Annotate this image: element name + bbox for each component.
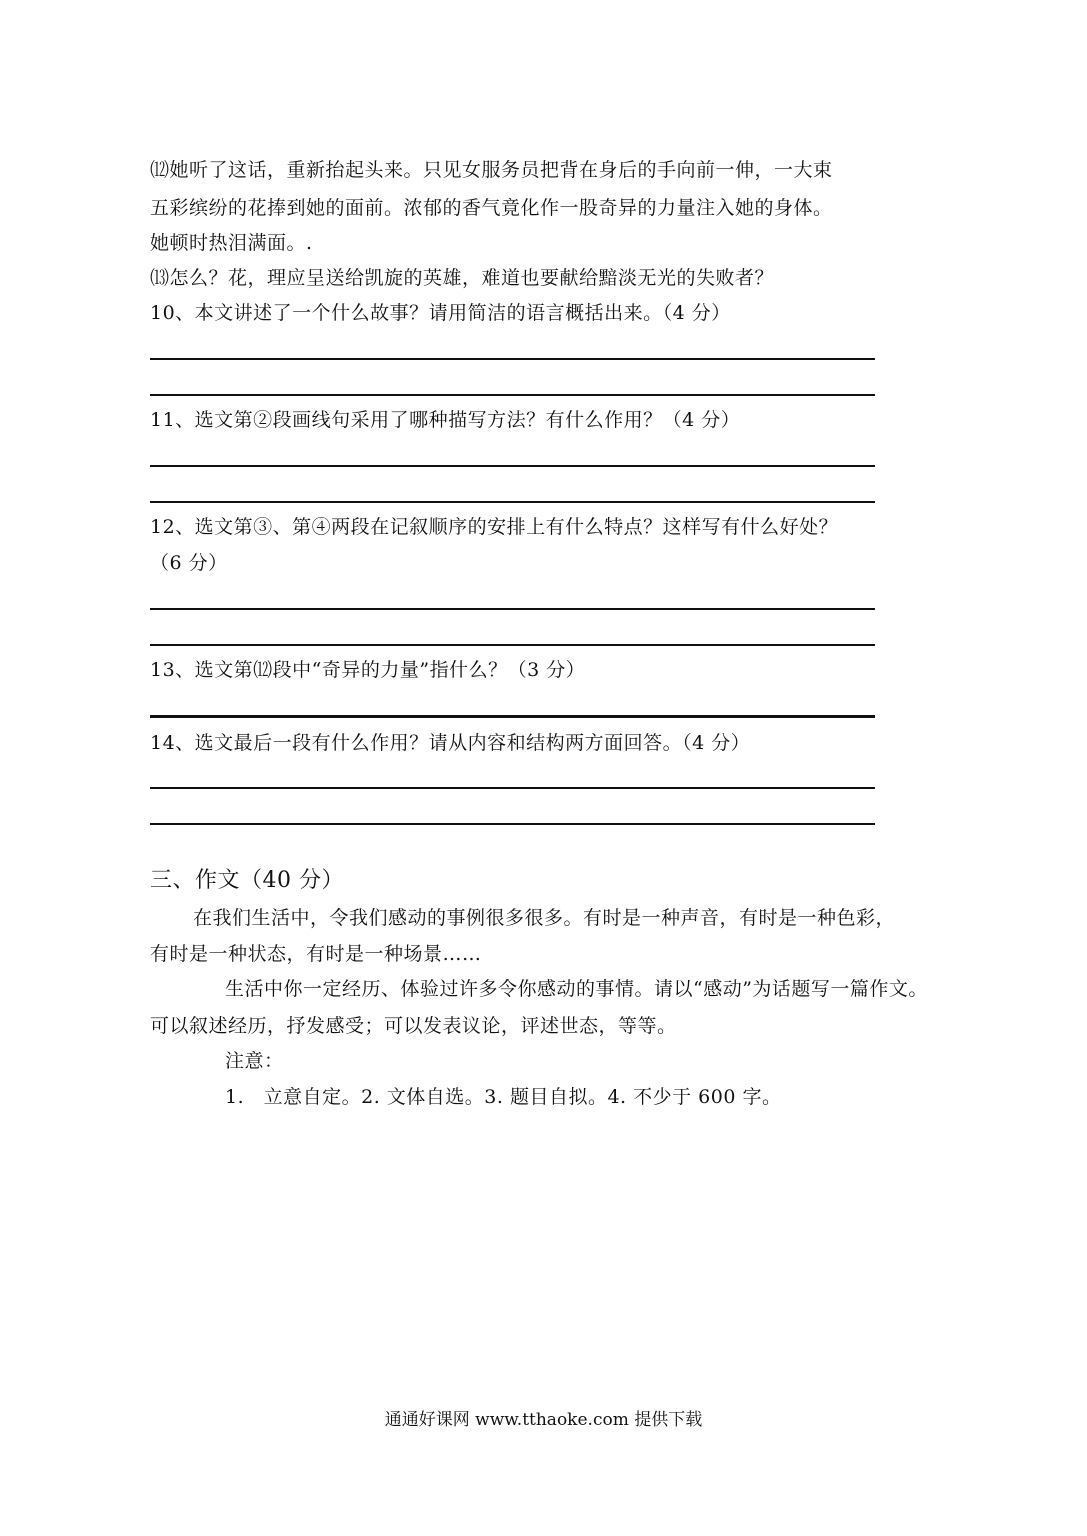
question-10: 10、本文讲述了一个什么故事？请用简洁的语言概括出来。（4 分） (150, 302, 731, 324)
answer-line (150, 644, 875, 646)
composition-heading: 三、作文（40 分） (150, 868, 344, 893)
composition-paragraph-2-line-2: 可以叙述经历，抒发感受；可以发表议论，评述世态，等等。 (150, 1015, 677, 1037)
question-12-line-2: （6 分） (150, 552, 228, 574)
passage-paragraph-12-line-2: 五彩缤纷的花捧到她的面前。浓郁的香气竟化作一股奇异的力量注入她的身体。 (150, 197, 833, 219)
question-14: 14、选文最后一段有什么作用？请从内容和结构两方面回答。（4 分） (150, 732, 751, 754)
answer-line (150, 823, 875, 825)
composition-note-label: 注意： (225, 1050, 284, 1072)
answer-line (150, 715, 875, 718)
passage-paragraph-12-line-1: ⑿她听了这话，重新抬起头来。只见女服务员把背在身后的手向前一伸，一大束 (150, 159, 833, 181)
passage-paragraph-12-line-3: 她顿时热泪满面。. (150, 232, 313, 254)
question-13: 13、选文第⑿段中“奇异的力量”指什么？（3 分） (150, 659, 586, 681)
answer-line (150, 787, 875, 789)
passage-paragraph-13: ⒀怎么？花，理应呈送给凯旋的英雄，难道也要献给黯淡无光的失败者？ (150, 267, 775, 289)
question-11: 11、选文第②段画线句采用了哪种描写方法？有什么作用？（4 分） (150, 409, 741, 431)
composition-note-items: 1. 立意自定。2. 文体自选。3. 题目自拟。4. 不少于 600 字。 (225, 1086, 782, 1108)
answer-line (150, 501, 875, 503)
page-footer: 通通好课网 www.tthaoke.com 提供下载 (384, 1410, 703, 1430)
answer-line (150, 465, 875, 467)
answer-line (150, 608, 875, 610)
question-12-line-1: 12、选文第③、第④两段在记叙顺序的安排上有什么特点？这样写有什么好处？ (150, 516, 839, 538)
answer-line (150, 358, 875, 360)
composition-paragraph-1-line-2: 有时是一种状态，有时是一种场景…… (150, 943, 482, 965)
composition-paragraph-1-line-1: 在我们生活中，令我们感动的事例很多很多。有时是一种声音，有时是一种色彩， (193, 907, 896, 929)
composition-paragraph-2-line-1: 生活中你一定经历、体验过许多令你感动的事情。请以“感动”为话题写一篇作文。 (225, 978, 928, 1000)
answer-line (150, 394, 875, 396)
